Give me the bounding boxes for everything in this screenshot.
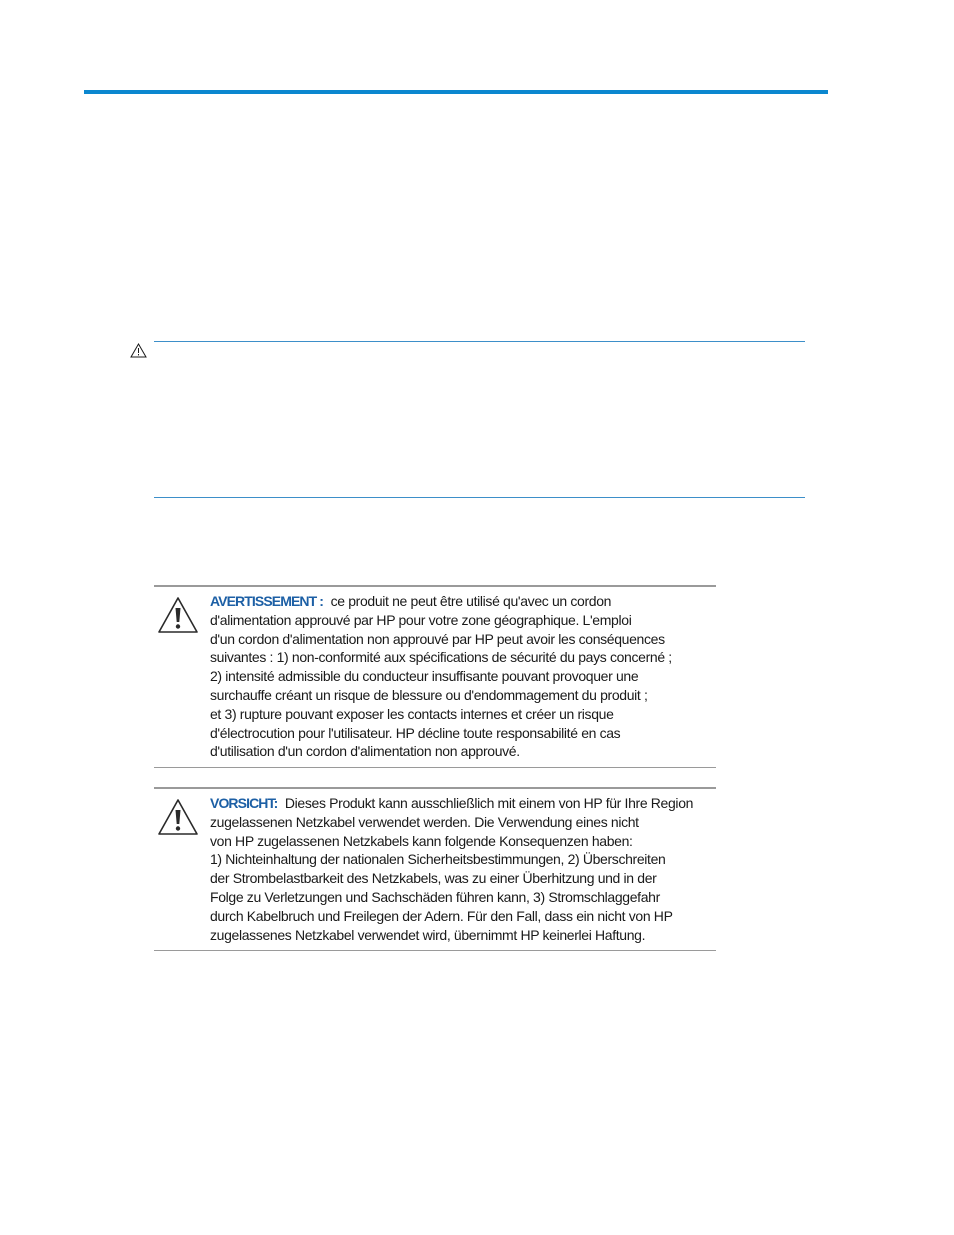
french-warning-notice bbox=[154, 585, 716, 768]
notice-line: d'un cordon d'alimentation non approuvé par HP peut avoir les conséquences bbox=[210, 630, 665, 647]
german-warning-text bbox=[210, 794, 720, 944]
german-warning-notice bbox=[154, 787, 716, 951]
notice-line: Folge zu Verletzungen und Sachschäden führen kann, 3) Stromschlaggefahr bbox=[210, 888, 660, 905]
notice-line: d'électrocution pour l'utilisateur. HP décline toute responsabilité en cas bbox=[210, 724, 621, 741]
warning-triangle-icon bbox=[156, 595, 200, 635]
notice-line: suivantes : 1) non-conformité aux spécifications de sécurité du pays concerné ; bbox=[210, 649, 672, 666]
notice-line: der Strombelastbarkeit des Netzkabels, was zu einer Überhitzung und in der bbox=[210, 870, 657, 887]
header-rule bbox=[84, 90, 828, 94]
warning-box-bottom-rule bbox=[154, 497, 805, 498]
notice-line: surchauffe créant un risque de blessure ou d'endommagement du produit ; bbox=[210, 686, 648, 703]
warning-triangle-icon bbox=[156, 797, 200, 837]
notice-line: von HP zugelassenen Netzkabels kann folgende Konsequenzen haben: bbox=[210, 832, 633, 849]
notice-line: durch Kabelbruch und Freilegen der Adern. Für den Fall, dass ein nicht von HP bbox=[210, 907, 673, 924]
notice-line: zugelassenes Netzkabel verwendet wird, übernimmt HP keinerlei Haftung. bbox=[210, 926, 646, 943]
notice-line: d'alimentation approuvé par HP pour votre zone géographique. L'emploi bbox=[210, 611, 632, 628]
notice-line: 1) Nichteinhaltung der nationalen Sicherheitsbestimmungen, 2) Überschreiten bbox=[210, 851, 666, 868]
notice-line bbox=[210, 794, 720, 813]
notice-label: AVERTISSEMENT : bbox=[210, 593, 324, 609]
notice-line: 2) intensité admissible du conducteur insuffisante pouvant provoquer une bbox=[210, 668, 639, 685]
warning-triangle-icon bbox=[130, 343, 147, 358]
notice-line: d'utilisation d'un cordon d'alimentation non approuvé. bbox=[210, 743, 520, 760]
notice-line-text: ce produit ne peut être utilisé qu'avec un cordon bbox=[330, 593, 612, 609]
french-warning-text bbox=[210, 592, 720, 761]
notice-line bbox=[210, 592, 720, 611]
notice-line: et 3) rupture pouvant exposer les contacts internes et créer un risque bbox=[210, 705, 614, 722]
notice-line: zugelassenen Netzkabel verwendet werden. Die Verwendung eines nicht bbox=[210, 813, 639, 830]
notice-line-text: Dieses Produkt kann ausschließlich mit einem von HP für Ihre Region bbox=[284, 795, 694, 811]
warning-box-top-rule bbox=[154, 341, 805, 342]
notice-label: VORSICHT: bbox=[210, 795, 278, 811]
